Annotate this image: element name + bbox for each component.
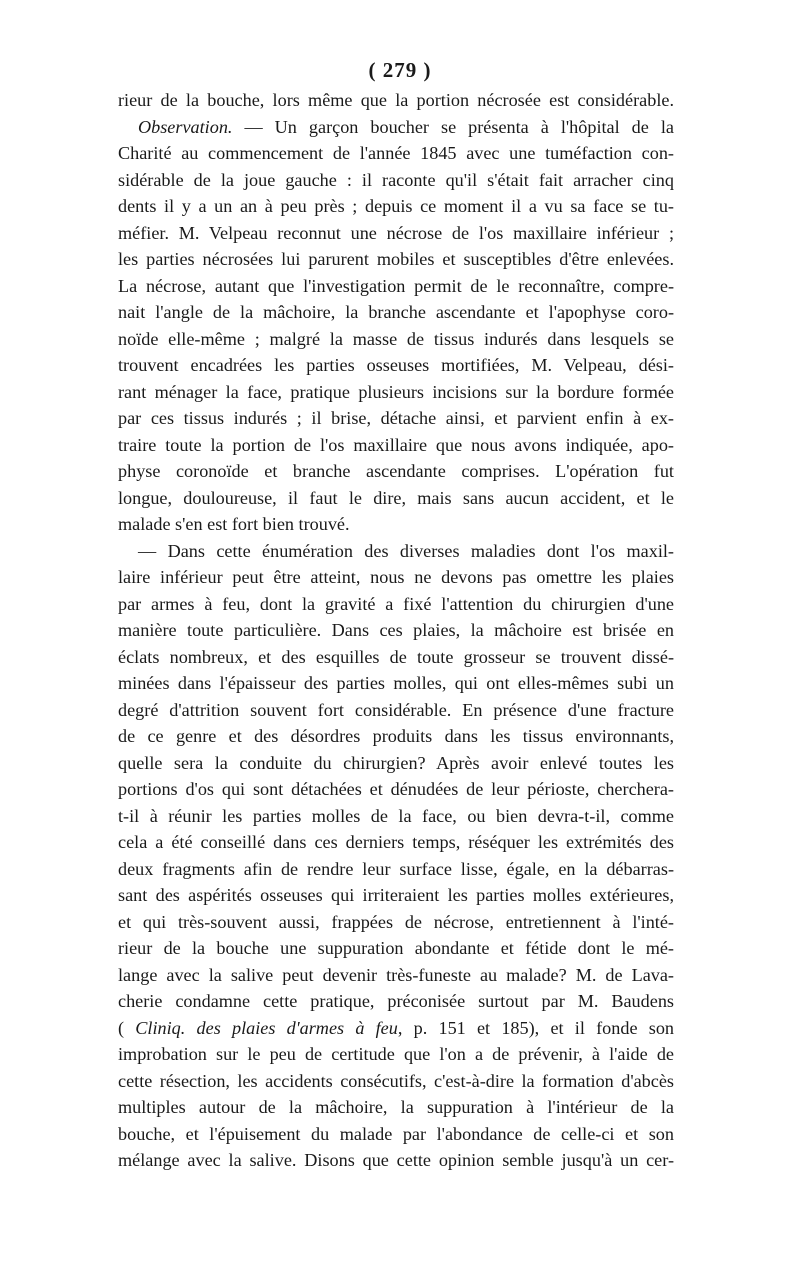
text-line: et qui très-souvent aussi, frappées de nécrose, entretiennent à l'inté- [118, 911, 674, 932]
text-line: laire inférieur peut être atteint, nous ne devons pas omettre les plaies [118, 567, 674, 587]
citation-rest: , p. 151 et 185), et il fonde son [397, 1017, 675, 1038]
text-line: par armes à feu, dont la gravité a fixé l'attention du chirurgien d'une [118, 593, 674, 614]
text-line: t-il à réunir les parties molles de la face, ou bien devra-t-il, comme [118, 805, 674, 826]
text-line: méfier. M. Velpeau reconnut une nécrose de l'os maxillaire inférieur ; [118, 222, 674, 243]
text-line: multiples autour de la mâchoire, la suppuration à l'intérieur de la [118, 1097, 674, 1117]
text-line: longue, douloureuse, il faut le dire, mais sans aucun accident, et le [118, 487, 674, 508]
text-line [118, 1015, 674, 1042]
text-line: les parties nécrosées lui parurent mobiles et susceptibles d'être enlevées. [118, 249, 674, 269]
text-line: manière toute particulière. Dans ces plaies, la mâchoire est brisée en [118, 620, 674, 640]
citation-open: ( [118, 1017, 136, 1038]
text-line: deux fragments afin de rendre leur surface lisse, égale, en la débarras- [118, 858, 674, 879]
text-line: quelle sera la conduite du chirurgien? Après avoir enlevé toutes les [118, 752, 674, 773]
observation-label: Observation. [138, 116, 233, 137]
text-line: La nécrose, autant que l'investigation permit de le reconnaître, compre- [118, 275, 674, 296]
text-line: Charité au commencement de l'année 1845 avec une tuméfaction con- [118, 143, 674, 163]
text-line: sidérable de la joue gauche : il raconte qu'il s'était fait arracher cinq [118, 169, 674, 190]
text-line: trouvent encadrées les parties osseuses mortifiées, M. Velpeau, dési- [118, 355, 674, 375]
text-line: cette résection, les accidents consécutifs, c'est-à-dire la formation d'abcès [118, 1070, 674, 1091]
text-line: degré d'attrition souvent fort considérable. En présence d'une fracture [118, 699, 674, 720]
text-line: par ces tissus indurés ; il brise, détache ainsi, et parvient enfin à ex- [118, 408, 674, 428]
page-number: ( 279 ) [368, 58, 432, 82]
text-line [118, 114, 674, 141]
text-line: bouche, et l'épuisement du malade par l'abondance de celle-ci et son [118, 1123, 674, 1144]
text-line: — Dans cette énumération des diverses maladies dont l'os maxil- [138, 540, 674, 561]
text-line: dents il y a un an à peu près ; depuis ce moment il a vu sa face se tu- [118, 196, 674, 216]
text-line: portions d'os qui sont détachées et dénudées de leur périoste, cherchera- [118, 779, 674, 799]
text-line: improbation sur le peu de certitude que l'on a de prévenir, à l'aide de [118, 1044, 674, 1064]
text-line: lange avec la salive peut devenir très-funeste au malade? M. de Lava- [118, 964, 674, 985]
text-line: minées dans l'épaisseur des parties molles, qui ont elles-mêmes subi un [118, 673, 674, 693]
text-line: éclats nombreux, et des esquilles de toute grosseur se trouvent dissé- [118, 646, 674, 667]
text-line: cherie condamne cette pratique, préconisée surtout par M. Baudens [118, 991, 674, 1011]
text-line: rieur de la bouche, lors même que la portion nécrosée est considérable. [118, 90, 674, 110]
text-line: rieur de la bouche une suppuration abondante et fétide dont le mé- [118, 938, 674, 958]
text-line: nait l'angle de la mâchoire, la branche ascendante et l'apophyse coro- [118, 302, 674, 322]
text-line: traire toute la portion de l'os maxillaire que nous avons indiquée, apo- [118, 434, 674, 455]
text-line: de ce genre et des désordres produits dans les tissus environnants, [118, 726, 674, 746]
text-fragment: — Un garçon boucher se présenta à l'hôpital de la [232, 116, 674, 137]
body-text [118, 87, 674, 1174]
text-line: cela a été conseillé dans ces derniers temps, réséquer les extrémités des [118, 832, 674, 852]
text-line: malade s'en est fort bien trouvé. [118, 514, 350, 534]
text-line: physe coronoïde et branche ascendante comprises. L'opération fut [118, 461, 674, 481]
text-line: rant ménager la face, pratique plusieurs incisions sur la bordure formée [118, 381, 674, 402]
citation-title: Cliniq. des plaies d'armes à feu [135, 1017, 398, 1038]
text-line: mélange avec la salive. Disons que cette opinion semble jusqu'à un cer- [118, 1150, 674, 1170]
text-line: noïde elle-même ; malgré la masse de tissus indurés dans lesquels se [118, 328, 674, 349]
text-line: sant des aspérités osseuses qui irriteraient les parties molles extérieures, [118, 885, 674, 905]
